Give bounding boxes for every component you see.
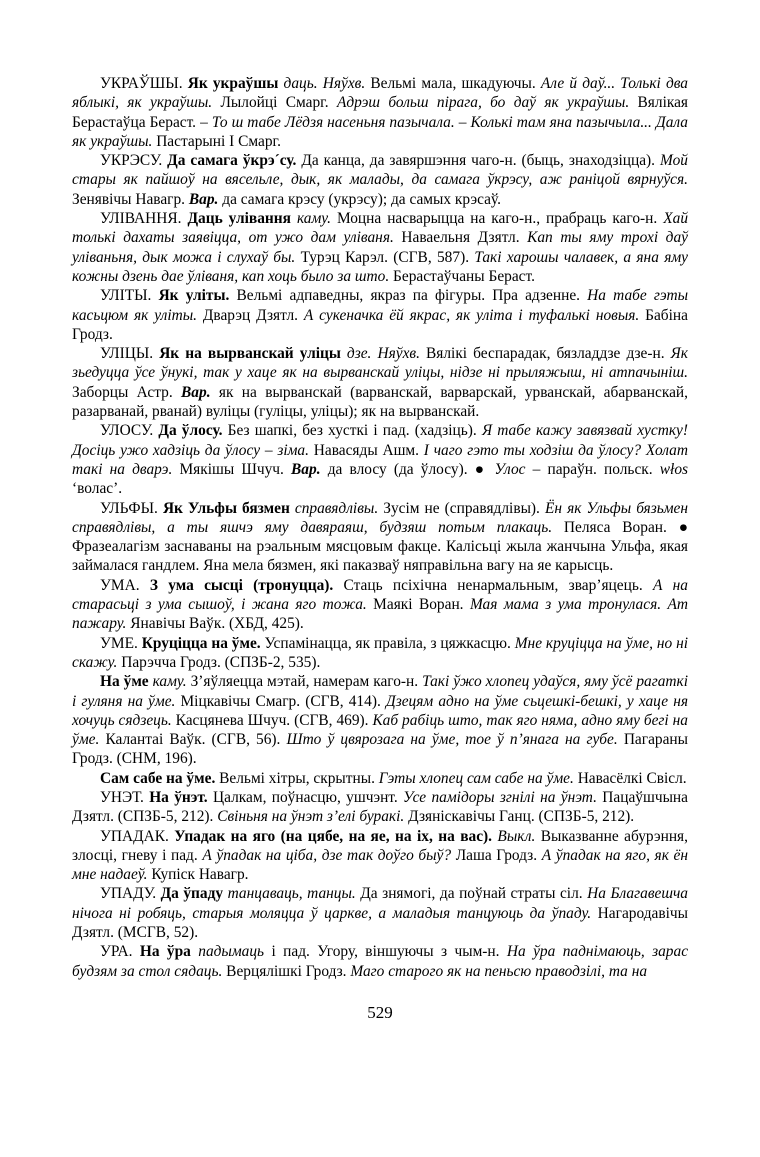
entry-text: Моцна насварыцца на каго-н., прабраць каго-н. (330, 210, 664, 228)
italic-text: дзе. Няўхв. (340, 345, 420, 363)
entry-text: Касцянева Шчуч. (СГВ, 469). (171, 711, 373, 729)
entry-text: Без шапкі, без хусткі і пад. (хадзіць). (222, 422, 482, 440)
entry-text: Успамінацца, як правіла, з цяжкасцю. (260, 634, 515, 652)
headword-phrase: Круціцца на ўме. (141, 634, 261, 652)
italic-text: Мне круціцца на ўме, но ні скажу. (72, 634, 688, 671)
italic-text: Мая мама з ума тронулася. Ат пажару. (72, 596, 689, 633)
italic-text: – То ш табе Лёдзя насеньня пазычала. – Колькі там яна пазычыла... Дала як украўшы. (72, 113, 689, 150)
italic-text: Усе памідоры згнілі на ўнэт. (403, 788, 597, 806)
entry-text: Да знямогі, да поўнай страты сіл. (355, 885, 588, 903)
headword-phrase: На ўра (139, 943, 191, 961)
entry-text: Дварэц Дзятл. (197, 306, 304, 324)
entry-text: Парэчча Гродз. (СПЗБ-2, 535). (117, 653, 321, 671)
entry-text: – параўн. польск. (525, 460, 660, 478)
entry-text: Верцялішкі Гродз. (222, 962, 351, 980)
dictionary-entry (72, 499, 688, 576)
italic-text: Адрэш больш пірага, бо даў як украўшы. (336, 94, 630, 112)
entry-text: і пад. Угору, віншуючы з чым-н. (264, 943, 507, 961)
entry-text: Вельмі адпаведны, якраз па фігуры. Пра адзенне. (229, 287, 588, 305)
entry-text: УЛОСУ. (100, 422, 159, 440)
headword-phrase: Як Ульфы бязмен (162, 499, 290, 517)
italic-text: На табе гэты касьцюм як уліты. (72, 287, 688, 324)
entry-text: ‘волас’. (72, 480, 123, 498)
dictionary-entry (72, 884, 688, 942)
italic-text: Кап ты яму трохі даў уліваньня, дык можа і слухаў бы. (72, 229, 688, 266)
entry-text: Дзяніскавічы Ганц. (СПЗБ-5, 212). (404, 808, 635, 826)
italic-text: А ўпадак на яго, як ён мне надаеў. (72, 846, 688, 884)
entry-text: Да канца, да завяршэння чаго-н. (быць, знаходзіцца). (296, 152, 660, 170)
italic-text: А сукеначка ёй якрас, як уліта і туфалькі новыя. (303, 306, 640, 324)
entry-text: Наваельня Дзятл. (393, 229, 528, 247)
italic-text: даць. Няўхв. (278, 75, 366, 92)
variant-marker: Вар. (291, 460, 321, 478)
entry-text: Вялікая Берастаўца Бераст. (72, 94, 688, 131)
italic-text: Я табе кажу завязвай хустку! Досіць ужо хадзіць да ўлосу – зіма. (72, 422, 688, 459)
entry-text: Пеляса Воран. ● Фразеалагізм заснаваны на рэальным мясцовым факце. Калісьці жыла жанчына Ульфа, якая займалася гандлем. Яна мела бязмен, які паказваў няправільна вагу на яе карысць. (72, 518, 688, 575)
entry-text: як на вырванскай (варванскай, варварскай, урванскай, абарванскай, разарванай, рванай) вуліцы (гуліцы, уліцы); як на вырванскай. (72, 383, 688, 421)
dictionary-entry (72, 827, 688, 885)
italic-text: Выкл. (492, 827, 536, 845)
entry-text: Выказванне абурэння, злосці, гневу і пад. (72, 827, 688, 864)
entry-text: Стаць псіхічна ненармальным, звар’яцець. (333, 576, 653, 594)
headword-phrase: Упадак на яго (на цябе, на яе, на іх, на вас). (174, 827, 493, 845)
italic-text: І чаго гэто ты ходзіш да ўлосу? Холат такі на дварэ. (72, 441, 688, 478)
entry-text: УПАДУ. (100, 885, 161, 903)
entry-text: З’яўляецца мэтай, намерам каго-н. (186, 673, 423, 691)
entry-text: Берастаўчаны Бераст. (389, 267, 535, 285)
entry-text: Бабіна Гродз. (72, 306, 688, 343)
italic-text: На ўра паднімаюць, зарас будзям за стол сядаць. (72, 943, 689, 980)
italic-text: Як зьедуцца ўсе ўнукі, так у хаце як на вырванскай уліцы, нідзе ні прыляжыш, ні атпачыніш. (72, 345, 688, 382)
entry-text: УЛЬФЫ. (100, 499, 163, 517)
entry-text: Янавічы Ваўк. (ХБД, 425). (126, 615, 304, 633)
dictionary-entry (72, 942, 688, 981)
page-number: 529 (367, 1003, 393, 1022)
entry-text: Купіск Навагр. (147, 866, 249, 884)
entry-text: УМЕ. (100, 634, 142, 652)
entry-text: Турэц Карэл. (СГВ, 587). (295, 248, 475, 266)
italic-text: Свіньня на ўнэт з’елі буракі. (217, 808, 405, 826)
headword-phrase: Як на вырванскай уліцы (159, 345, 341, 363)
dictionary-entry (72, 286, 688, 344)
headword-phrase: На ўнэт. (149, 788, 208, 806)
entry-text: Калантаі Ваўк. (СГВ, 56). (99, 731, 287, 749)
entry-text: Навасёлкі Свісл. (573, 769, 687, 787)
dictionary-entry (72, 788, 688, 827)
variant-marker: Вар. (181, 383, 211, 401)
italic-text: каму. (148, 673, 187, 691)
italic-text: Каб рабіць што, так яго няма, адно яму бегі на ўме. (72, 711, 688, 749)
entry-text: УРА. (100, 943, 140, 961)
entry-text: Заборцы Астр. (72, 383, 182, 401)
dictionary-entry (72, 769, 688, 788)
entry-text: Цалкам, поўнасцю, ушчэнт. (207, 788, 404, 806)
entry-text: Лаша Гродз. (451, 846, 542, 864)
headword-phrase: Сам сабе на ўме. (100, 769, 216, 787)
italic-text: Дзецям адно на ўме сьцешкі-бешкі, у хаце ня хочуць сядзець. (72, 692, 688, 729)
entry-text: Лылойці Смарг. (212, 94, 337, 112)
headword-phrase: Як украўшы (187, 75, 279, 92)
entry-text: Вельмі хітры, скрытны. (215, 769, 379, 787)
entry-text: Мякішы Шчуч. (172, 460, 292, 478)
entry-text: УЛІВАННЯ. (100, 210, 188, 228)
italic-text: Такі харошы чалавек, а яна яму кожны дзень дае ўліваня, кап хоць было за што. (72, 248, 689, 285)
entry-text: Вельмі мала, шкадуючы. (365, 75, 541, 92)
entry-text: УКРАЎШЫ. (100, 75, 188, 92)
italic-text: Хай толькі дахаты заявіцца, от ужо дам уліваня. (72, 210, 689, 247)
italic-text: Такі ўжо хлопец удаўся, яму ўсё рагаткі і гуляня на ўме. (72, 673, 689, 710)
italic-text: падымаць (190, 943, 265, 961)
entry-text: УЛІЦЫ. (100, 345, 160, 363)
dictionary-entry (72, 344, 688, 421)
dictionary-entry (72, 74, 688, 151)
headword-phrase: Даць улівання (187, 210, 291, 228)
italic-text: Гэты хлопец сам сабе на ўме. (378, 769, 574, 787)
dictionary-entry (72, 151, 688, 209)
dictionary-entry (72, 576, 688, 634)
italic-text: А ўпадак на ціба, дзе так доўго быў? (202, 846, 452, 864)
italic-text: На Благавешча нічога ні робяць, старыя моляцца ў царкве, а маладыя танцуюць да ўпаду. (72, 885, 688, 922)
variant-marker: Вар. (188, 190, 219, 208)
entry-text: УПАДАК. (100, 827, 175, 845)
italic-text: Але й даў... Толькі два яблыкі, як украўшы. (72, 75, 689, 112)
entry-text: Вялікі беспарадак, бязладдзе дзе-н. (419, 345, 671, 363)
italic-text: Ён як Ульфы бязьмен справядлівы, а ты яшчэ яму давяраяш, будзяш потым плакаць. (72, 499, 688, 536)
entry-text: да влосу (да ўлосу). ● (320, 460, 495, 478)
dictionary-text (72, 74, 688, 981)
italic-text: каму. (290, 210, 331, 228)
entry-text: Навасяды Ашм. (308, 441, 424, 459)
entry-text: УМА. (100, 576, 150, 594)
dictionary-entry (72, 634, 688, 673)
entry-text: Нагародавічы Дзятл. (МСГВ, 52). (72, 904, 689, 942)
dictionary-entry (72, 672, 688, 768)
italic-text: А на старасьці з ума сышоў, і жана яго тожа. (72, 576, 688, 614)
italic-text: Што ў цвярозага на ўме, тое ў п’янага на губе. (286, 731, 618, 749)
italic-text: Улос (494, 460, 526, 478)
entry-text: Пацаўшчына Дзятл. (СПЗБ-5, 212). (72, 788, 689, 826)
entry-text: Зусім не (справядлівы). (378, 499, 545, 517)
entry-text: УНЭТ. (100, 788, 150, 806)
entry-text: да самага крэсу (укрэсу); да самых крэсаў. (218, 190, 501, 208)
italic-text: włos (659, 460, 689, 478)
entry-text: УЛІТЫ. (100, 287, 159, 305)
italic-text: Мой стары як пайшоў на вясельле, дык, як малады, да самага ўкрэсу, аж раніцой вярнуўся. (72, 152, 688, 189)
italic-text: Маго старого як на пеньсю праводзілі, та на (350, 962, 648, 980)
headword-phrase: Да самага ўкрэ´су. (167, 152, 297, 170)
entry-text: Пастарыні І Смарг. (152, 132, 281, 150)
italic-text: справядлівы. (289, 499, 379, 517)
entry-text: Міцкавічы Смагр. (СГВ, 414). (175, 692, 386, 710)
entry-text: Пагараны Гродз. (СНМ, 196). (72, 731, 689, 768)
headword-phrase: На ўме (100, 673, 149, 691)
dictionary-entry (72, 209, 688, 286)
italic-text: танцаваць, танцы. (223, 885, 356, 903)
entry-text: Маякі Воран. (366, 596, 470, 614)
headword-phrase: Як уліты. (158, 287, 230, 305)
headword-phrase: Да ўлосу. (158, 422, 223, 440)
headword-phrase: З ума сысці (тронуцца). (149, 576, 334, 594)
headword-phrase: Да ўпаду (160, 885, 224, 903)
entry-text: УКРЭСУ. (100, 152, 168, 170)
entry-text: Зенявічы Навагр. (72, 190, 189, 208)
dictionary-entry (72, 421, 688, 498)
